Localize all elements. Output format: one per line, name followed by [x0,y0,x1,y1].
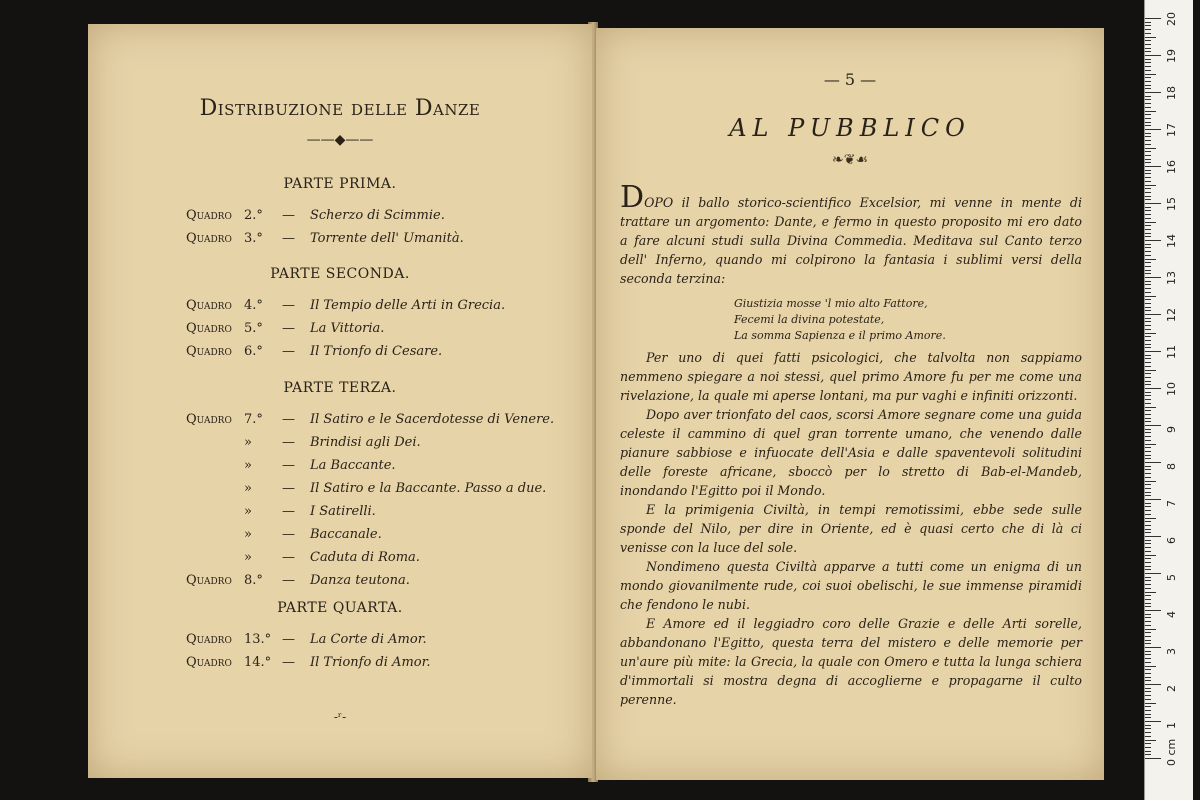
ruler-tick [1145,677,1151,678]
ruler-tick [1145,532,1151,533]
ruler-tick [1145,580,1151,581]
ruler-tick [1145,503,1151,504]
left-page [88,24,592,778]
ruler-tick [1145,207,1151,208]
ruler-tick [1145,114,1151,115]
ruler-tick [1145,414,1151,415]
ruler-tick [1145,484,1151,485]
paragraph: Dopo aver trionfato del caos, scorsi Amore segnare come una guida celeste il cammino di quel gran torrente umano, che venendo dalle pianure sabbiose e infuocate dell'Asia e dalle spaventevoli solitudini delle foreste africane, sboccò per lo stretto di Bab-el-Mandeb, inondando l'Egitto poi il Mondo. [620,407,1082,498]
ruler-tick [1145,488,1151,489]
ruler-tick [1145,691,1151,692]
ruler-tick [1145,303,1151,304]
ruler-tick [1145,725,1151,726]
ruler-tick [1145,558,1151,559]
ruler-tick [1145,481,1156,482]
ruler-tick [1145,462,1161,463]
ruler-tick [1145,610,1161,611]
part-heading: PARTE SECONDA. [270,266,410,282]
ruler-tick [1145,399,1151,400]
ruler-tick [1145,51,1151,52]
list-item: Quadro 3.° — Torrente dell' Umanità. [186,231,464,246]
ruler-tick [1145,255,1151,256]
ruler-tick [1145,421,1151,422]
ruler-tick [1145,155,1151,156]
ruler-tick [1145,617,1151,618]
list-item: » — Il Satiro e la Baccante. Passo a due. [244,481,547,496]
measuring-ruler [1144,0,1193,800]
ruler-tick [1145,44,1151,45]
ruler-tick [1145,185,1156,186]
drop-cap: D [620,180,645,215]
ruler-tick [1145,547,1151,548]
ruler-label: 12 [1165,308,1178,322]
ruler-tick [1145,643,1151,644]
ruler-tick [1145,229,1151,230]
ruler-tick [1145,307,1151,308]
paragraph: E Amore ed il leggiadro coro delle Grazie e delle Arti sorelle, abbandonano l'Egitto, questa terra del mistero e delle memorie per un'aure più mite: la Grecia, la quale con Omero e tutta la lunga schiera d'immortali si mostra degna di accoglierne e propagarne il culto perenne. [620,616,1082,707]
ruler-tick [1145,688,1151,689]
ruler-tick [1145,70,1151,71]
ruler-tick [1145,706,1151,707]
ruler-tick [1145,259,1156,260]
ruler-tick [1145,381,1151,382]
ruler-tick [1145,118,1151,119]
list-item: » — Baccanale. [244,527,382,542]
ruler-tick [1145,96,1151,97]
ruler-tick [1145,107,1151,108]
ruler-tick [1145,658,1151,659]
ruler-tick [1145,55,1161,56]
ruler-label: 1 [1165,722,1178,729]
ruler-label: 9 [1165,426,1178,433]
ruler-tick [1145,25,1151,26]
list-item: Quadro 7.° — Il Satiro e le Sacerdotesse di Venere. [186,412,555,427]
ruler-tick [1145,654,1151,655]
list-item: Quadro 6.° — Il Trionfo di Cesare. [186,344,443,359]
ruler-tick [1145,196,1151,197]
ruler-tick [1145,625,1151,626]
ruler-tick [1145,669,1151,670]
list-item: » — Brindisi agli Dei. [244,435,421,450]
ruler-tick [1145,281,1151,282]
list-item: » — I Satirelli. [244,504,376,519]
ruler-tick [1145,451,1151,452]
ruler-tick [1145,266,1151,267]
ruler-tick [1145,314,1161,315]
ruler-label: 8 [1165,463,1178,470]
ruler-tick [1145,640,1151,641]
ruler-tick [1145,62,1151,63]
ruler-tick [1145,510,1151,511]
right-page-title: AL PUBBLICO [729,114,971,142]
ruler-tick [1145,29,1151,30]
ruler-tick [1145,629,1156,630]
ruler-tick [1145,466,1151,467]
ruler-tick [1145,521,1151,522]
ruler-tick [1145,22,1151,23]
ruler-tick [1145,362,1151,363]
ruler-tick [1145,754,1151,755]
ruler-tick [1145,340,1151,341]
ruler-tick [1145,588,1151,589]
ruler-tick [1145,370,1156,371]
ruler-tick [1145,592,1156,593]
ruler-tick [1145,551,1151,552]
ruler-label: 11 [1165,345,1178,359]
ruler-tick [1145,684,1161,685]
ruler-label: 7 [1165,500,1178,507]
ruler-label: 5 [1165,574,1178,581]
body-text [620,348,1082,709]
ruler-tick [1145,129,1161,130]
ruler-tick [1145,536,1161,537]
ruler-tick [1145,529,1151,530]
ruler-label: 6 [1165,537,1178,544]
ruler-tick [1145,673,1151,674]
ruler-tick [1145,59,1151,60]
ruler-tick [1145,151,1151,152]
part-heading: PARTE TERZA. [283,380,397,396]
ruler-tick [1145,199,1151,200]
ruler-tick [1145,222,1156,223]
ruler-tick [1145,48,1151,49]
list-item: » — La Baccante. [244,458,396,473]
verse-line: La somma Sapienza e il primo Amore. [734,329,946,342]
page-number: — 5 — [823,70,877,89]
ruler-tick [1145,111,1156,112]
ruler-tick [1145,636,1151,637]
ruler-tick [1145,133,1151,134]
ruler-tick [1145,662,1151,663]
ruler-tick [1145,710,1151,711]
ruler-tick [1145,384,1151,385]
ruler-tick [1145,751,1151,752]
ruler-tick [1145,429,1151,430]
ruler-label: 3 [1165,648,1178,655]
ruler-tick [1145,577,1151,578]
ruler-tick [1145,336,1151,337]
ruler-tick [1145,432,1151,433]
ruler-tick [1145,444,1156,445]
ruler-tick [1145,325,1151,326]
part-heading: PARTE PRIMA. [283,176,397,192]
paragraph: E la primigenia Civiltà, in tempi remotissimi, ebbe sede sulle sponde del Nilo, per dire in Oriente, ed è quasi certo che di là ci venisse con la luce del sole. [620,502,1082,555]
ruler-tick [1145,477,1151,478]
ruler-tick [1145,329,1151,330]
ruler-tick [1145,33,1151,34]
ruler-tick [1145,333,1156,334]
ruler-tick [1145,436,1151,437]
ruler-tick [1145,388,1161,389]
ruler-label: 4 [1165,611,1178,618]
ruler-tick [1145,188,1151,189]
ruler-tick [1145,85,1151,86]
ruler-tick [1145,743,1151,744]
ruler-label: 20 [1165,12,1178,26]
ruler-tick [1145,425,1161,426]
ruler-tick [1145,728,1151,729]
ruler-tick [1145,136,1151,137]
ruler-tick [1145,651,1151,652]
ruler-tick [1145,273,1151,274]
ruler-tick [1145,299,1151,300]
ruler-label: 15 [1165,197,1178,211]
list-item: Quadro 14.° — Il Trionfo di Amor. [186,655,431,670]
ruler-tick [1145,148,1156,149]
list-item: Quadro 13.° — La Corte di Amor. [186,632,427,647]
ruler-tick [1145,758,1161,759]
ruler-label: 17 [1165,123,1178,137]
ruler-tick [1145,440,1151,441]
ruler-tick [1145,103,1151,104]
verse-line: Fecemi la divina potestate, [734,313,885,326]
list-item: Quadro 5.° — La Vittoria. [186,321,385,336]
right-page [596,28,1104,780]
ruler-tick [1145,373,1151,374]
ruler-tick [1145,236,1151,237]
ruler-tick [1145,410,1151,411]
ruler-label: 10 [1165,382,1178,396]
ruler-tick [1145,92,1161,93]
ruler-tick [1145,717,1151,718]
ruler-tick [1145,247,1151,248]
ruler-tick [1145,218,1151,219]
ruler-tick [1145,495,1151,496]
ruler-tick [1145,347,1151,348]
ruler-tick [1145,599,1151,600]
ruler-tick [1145,162,1151,163]
ruler-tick [1145,695,1151,696]
ruler-tick [1145,122,1151,123]
ruler-tick [1145,603,1151,604]
ruler-label: 19 [1165,49,1178,63]
list-item: » — Caduta di Roma. [244,550,420,565]
ruler-tick [1145,514,1151,515]
ruler-tick [1145,473,1151,474]
ruler-label: 13 [1165,271,1178,285]
paragraph: Nondimeno questa Civiltà apparve a tutti come un enigma di un mondo giovanilmente rude, coi suoi obelischi, le sue immense piramidi che fendono le nubi. [620,559,1082,612]
intro-paragraph: DOPO il ballo storico-scientifico Excelsior, mi venne in mente di trattare un argomento: Dante, e fermo in questo proposito mi ero dato a fare alcuni studi sulla Divina Commedia. Meditava sul Canto terzo dell' Inferno, quando mi colpirono la fantasia i sublimi versi della seconda terzina: [620,180,1082,286]
ruler-tick [1145,288,1151,289]
ruler-tick [1145,492,1151,493]
ruler-tick [1145,233,1151,234]
ruler-tick [1145,318,1151,319]
ruler-tick [1145,240,1161,241]
ruler-tick [1145,747,1151,748]
ruler-tick [1145,262,1151,263]
ruler-tick [1145,344,1151,345]
ruler-tick [1145,614,1151,615]
ruler-tick [1145,499,1161,500]
ruler-tick [1145,225,1151,226]
ruler-label: 14 [1165,234,1178,248]
ruler-tick [1145,407,1156,408]
ruler-label: 0 cm [1165,738,1178,766]
ruler-label: 2 [1165,685,1178,692]
ruler-tick [1145,447,1151,448]
list-item: Quadro 8.° — Danza teutona. [186,573,410,588]
ruler-tick [1145,666,1156,667]
ruler-tick [1145,310,1151,311]
ruler-tick [1145,606,1151,607]
ruler-tick [1145,584,1151,585]
ruler-tick [1145,177,1151,178]
ruler-tick [1145,595,1151,596]
ruler-tick [1145,699,1151,700]
ruler-tick [1145,284,1151,285]
title-ornament: ——◆—— [306,132,374,148]
ruler-tick [1145,392,1151,393]
ruler-tick [1145,210,1151,211]
ruler-tick [1145,540,1151,541]
ruler-tick [1145,88,1151,89]
ruler-tick [1145,506,1151,507]
ruler-tick [1145,358,1151,359]
ruler-tick [1145,277,1161,278]
ruler-tick [1145,555,1156,556]
ruler-tick [1145,518,1156,519]
ruler-tick [1145,144,1151,145]
ruler-tick [1145,74,1156,75]
ruler-tick [1145,321,1151,322]
page-footer-mark: -ʳ- [333,710,347,724]
ruler-tick [1145,170,1151,171]
ruler-tick [1145,714,1151,715]
ruler-tick [1145,562,1151,563]
ruler-tick [1145,81,1151,82]
ruler-tick [1145,140,1151,141]
ruler-tick [1145,203,1161,204]
ruler-tick [1145,244,1151,245]
ruler-tick [1145,181,1151,182]
ruler-tick [1145,632,1151,633]
ruler-tick [1145,736,1151,737]
ruler-tick [1145,351,1161,352]
ruler-tick [1145,525,1151,526]
list-item: Quadro 2.° — Scherzo di Scimmie. [186,208,445,223]
ruler-tick [1145,18,1161,19]
ruler-tick [1145,703,1156,704]
verse-line: Giustizia mosse 'l mio alto Fattore, [734,297,928,310]
ruler-tick [1145,166,1161,167]
ruler-label: 18 [1165,86,1178,100]
ruler-tick [1145,732,1151,733]
ruler-tick [1145,566,1151,567]
ruler-tick [1145,403,1151,404]
ruler-tick [1145,292,1151,293]
ruler-tick [1145,647,1161,648]
ruler-tick [1145,355,1151,356]
ruler-tick [1145,680,1151,681]
ruler-tick [1145,395,1151,396]
ruler-tick [1145,569,1151,570]
ruler-tick [1145,99,1151,100]
list-item: Quadro 4.° — Il Tempio delle Arti in Grecia. [186,298,506,313]
ruler-tick [1145,543,1151,544]
ruler-tick [1145,173,1151,174]
ruler-tick [1145,621,1151,622]
part-heading: PARTE QUARTA. [277,600,403,616]
ruler-tick [1145,159,1151,160]
ruler-tick [1145,270,1151,271]
ruler-label: 16 [1165,160,1178,174]
left-page-title: Distribuzione delle Danze [199,96,481,121]
ruler-tick [1145,458,1151,459]
ruler-tick [1145,377,1151,378]
ruler-tick [1145,296,1156,297]
ruler-tick [1145,469,1151,470]
ruler-tick [1145,77,1151,78]
ruler-tick [1145,66,1151,67]
ruler-tick [1145,214,1151,215]
ruler-tick [1145,455,1151,456]
ruler-tick [1145,573,1161,574]
ruler-tick [1145,251,1151,252]
ruler-tick [1145,192,1151,193]
ruler-tick [1145,721,1161,722]
ruler-tick [1145,418,1151,419]
ruler-tick [1145,366,1151,367]
ruler-tick [1145,740,1156,741]
paragraph: Per uno di quei fatti psicologici, che talvolta non sappiamo nemmeno spiegare a noi stessi, quel primo Amore fu per me come una rivelazione, la quale mi aperse lontani, ma pur vaghi e infiniti orizzonti. [620,350,1082,403]
ruler-tick [1145,40,1151,41]
title-ornament: ❧❦☙ [831,152,868,168]
ruler-tick [1145,125,1151,126]
ruler-tick [1145,37,1156,38]
